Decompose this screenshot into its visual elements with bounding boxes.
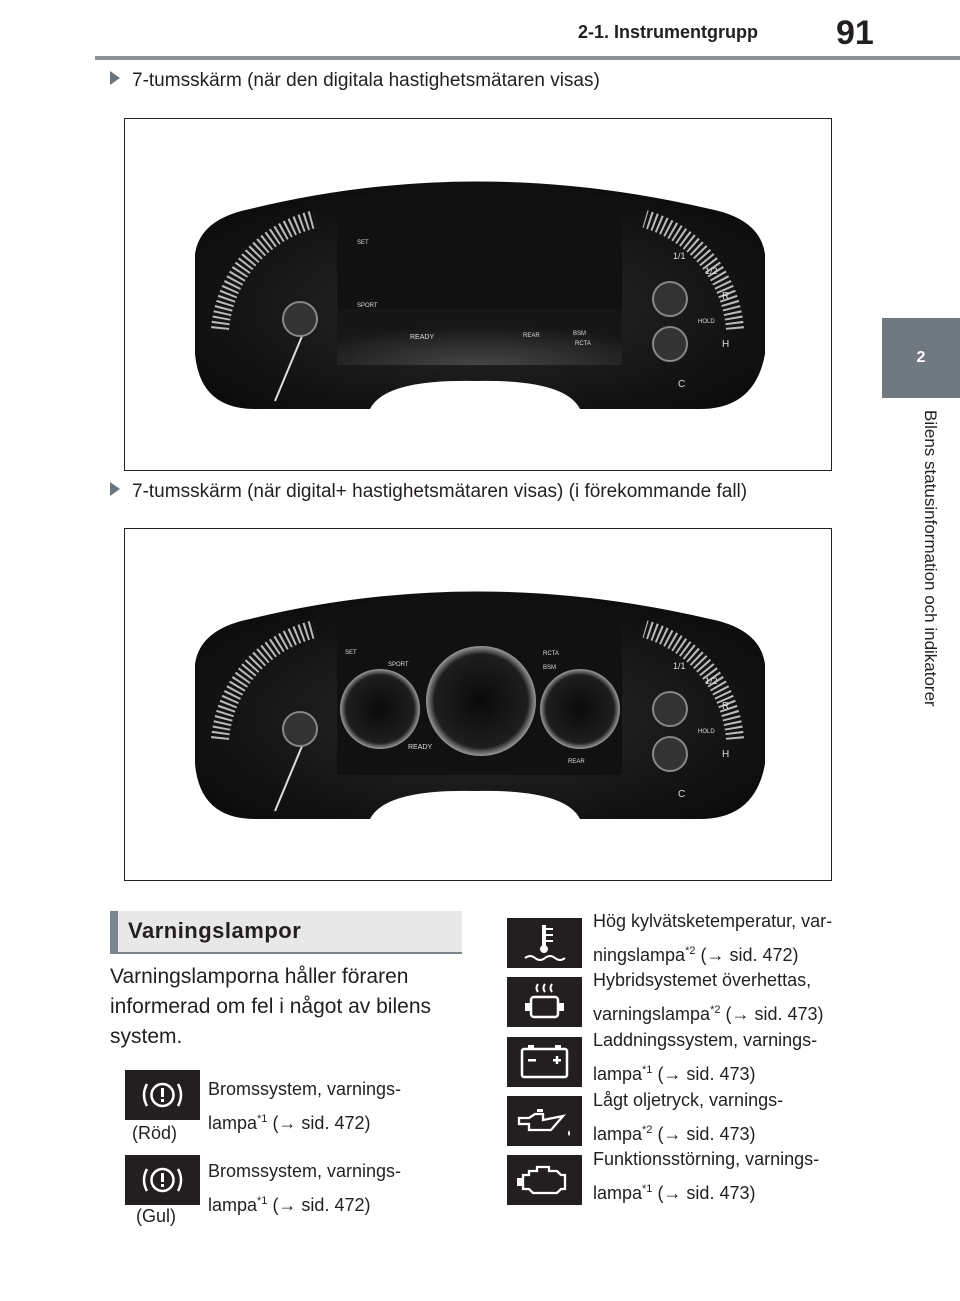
header-rule <box>95 56 960 60</box>
svg-text:H: H <box>722 339 730 350</box>
instrument-cluster-figure-1 <box>124 118 832 471</box>
svg-text:REAR: REAR <box>568 759 585 765</box>
svg-text:SPORT: SPORT <box>388 662 409 668</box>
chapter-tab: 2 <box>882 318 960 398</box>
svg-text:RCTA: RCTA <box>543 651 559 657</box>
brake-warning-icon <box>125 1070 200 1120</box>
coolant-temperature-icon <box>507 918 582 968</box>
svg-text:C: C <box>678 789 686 800</box>
lamp-description: Lågt oljetryck, varnings- lampa$^{*2}$ (→ sid. 473) <box>593 1090 784 1144</box>
lamp-description: Hybridsystemet överhettas, varningslampa$^{*2}$ (→ sid. 473) <box>593 970 824 1024</box>
brake-warning-icon <box>125 1155 200 1205</box>
section-title: 2-1. Instrumentgrupp <box>578 22 759 42</box>
svg-text:READY: READY <box>410 334 435 341</box>
svg-text:1/1: 1/1 <box>673 251 686 261</box>
hybrid-overheat-icon <box>507 977 582 1027</box>
lamp-description: Bromssystem, varnings- lampa$^{*1}$ (→ sid. 472) <box>208 1161 402 1215</box>
lamp-description: Funktionsstörning, varnings- lampa$^{*1}$ (→ sid. 473) <box>593 1149 820 1203</box>
lamp-color-label: (Gul) <box>136 1206 176 1226</box>
figure-caption-1: 7-tumsskärm (när den digitala hastighetsmätaren visas) <box>110 70 600 92</box>
bullet-triangle-icon <box>110 482 120 496</box>
lamp-description: Bromssystem, varnings- lampa$^{*1}$ (→ sid. 472) <box>208 1079 402 1133</box>
svg-text:HOLD: HOLD <box>698 319 715 325</box>
svg-text:SET: SET <box>357 240 369 246</box>
instrument-cluster-figure-2 <box>124 528 832 881</box>
instrument-cluster-image <box>125 119 830 469</box>
lamp-description: Hög kylvätsketemperatur, var- ningslampa$^{*2}$ (→ sid. 472) <box>593 911 833 965</box>
instrument-cluster-image <box>125 529 830 879</box>
battery-icon <box>507 1037 582 1087</box>
svg-text:REAR: REAR <box>523 333 540 339</box>
lamp-description: Laddningssystem, varnings- lampa$^{*1}$ (→ sid. 473) <box>593 1030 818 1084</box>
svg-text:BSM: BSM <box>573 331 587 337</box>
svg-text:C: C <box>678 379 686 390</box>
check-engine-icon <box>507 1155 582 1205</box>
svg-text:H: H <box>722 749 730 760</box>
chapter-title: Bilens statusinformation och indikatorer <box>921 410 940 707</box>
svg-text:RCTA: RCTA <box>575 341 591 347</box>
svg-text:1/2: 1/2 <box>705 676 718 686</box>
bullet-triangle-icon <box>110 71 120 85</box>
svg-text:HOLD: HOLD <box>698 729 715 735</box>
svg-text:R: R <box>722 701 730 712</box>
svg-text:SET: SET <box>345 650 357 656</box>
svg-text:BSM: BSM <box>543 665 557 671</box>
svg-text:READY: READY <box>408 744 433 751</box>
svg-text:SPORT: SPORT <box>357 303 378 309</box>
svg-text:1/1: 1/1 <box>673 661 686 671</box>
lamp-color-label: (Röd) <box>132 1123 178 1143</box>
section-heading: Varningslampor <box>110 911 462 954</box>
oil-pressure-icon <box>507 1096 582 1146</box>
section-intro: Varningslamporna håller föraren informerad om fel i något av bilens system. <box>110 965 431 1048</box>
page-number: 91 <box>836 14 874 52</box>
svg-text:R: R <box>722 291 730 302</box>
figure-caption-2: 7-tumsskärm (när digital+ hastighetsmätaren visas) (i förekommande fall) <box>110 481 747 503</box>
svg-text:1/2: 1/2 <box>705 266 718 276</box>
